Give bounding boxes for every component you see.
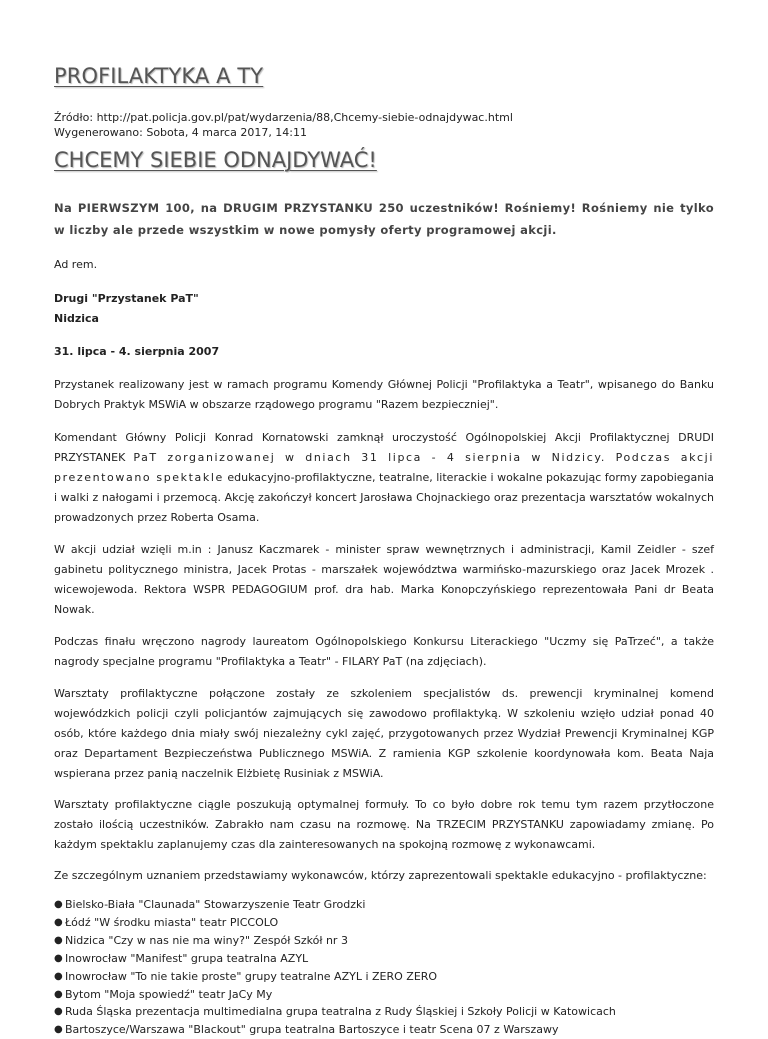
paragraph-guests: W akcji udział wzięli m.in : Janusz Kaczmarek - minister spraw wewnętrznych i administracji, Kamil Zeidler - szef gabinetu politycznego ministra, Jacek Protas - marszałek województwa warmińsko-mazurskiego oraz Jacek Mrozek . wicewojewoda. Rektora WSPR PEDAGOGIUM prof. dra hab. Marka Konopczyńskiego reprezentowała Pani dr Beata Nowak. xyxy=(54,543,714,616)
site-title: PROFILAKTYKA A TY xyxy=(54,64,264,88)
bullet-icon: ● xyxy=(54,970,63,982)
paragraph-program: Przystanek realizowany jest w ramach programu Komendy Głównej Policji "Profilaktyka a Teatr", wpisanego do Banku Dobrych Praktyk MSWiA w obszarze rządowego programu "Razem bezpieczniej". xyxy=(54,378,714,411)
article-title: CHCEMY SIEBIE ODNAJDYWAĆ! xyxy=(54,148,377,172)
list-item: ● Bielsko-Biała "Claunada" Stowarzyszenie Teatr Grodzki xyxy=(54,896,714,914)
performers-list xyxy=(54,896,714,1039)
bullet-icon: ● xyxy=(54,952,63,964)
list-item: ● Łódź "W środku miasta" teatr PICCOLO xyxy=(54,914,714,932)
bullet-icon: ● xyxy=(54,899,63,910)
list-item: ● Inowrocław "To nie takie proste" grupy teatralne AZYL i ZERO ZERO xyxy=(54,968,714,986)
list-item: ● Inowrocław "Manifest" grupa teatralna AZYL xyxy=(54,950,714,968)
event-dates: 31. lipca - 4. sierpnia 2007 xyxy=(54,345,220,358)
bullet-icon: ● xyxy=(54,1006,63,1018)
article-body xyxy=(54,197,714,1039)
paragraph-closing-ceremony xyxy=(54,428,714,528)
list-item: ● Bartoszyce/Warszawa "Blackout" grupa teatralna Bartoszyce i teatr Scena 07 z Warszawy xyxy=(54,1021,714,1039)
document-meta xyxy=(54,111,513,140)
paragraph-formula: Warsztaty profilaktyczne ciągle poszukują optymalnej formuły. To co było dobre rok temu tym razem przytłoczone zostało ilością uczestników. Zabrakło nam czasu na rozmowę. Na TRZECIM PRZYSTANKU zapowiadamy zmianę. Po każdym spektaklu zaplanujemy czas dla zainteresowanych na spokojną rozmowę z wykonawcami. xyxy=(54,798,714,851)
paragraph-performers-intro: Ze szczególnym uznaniem przedstawiamy wykonawców, którzy zaprezentowali spektakle edukacyjno - profilaktyczne: xyxy=(54,869,707,882)
bullet-icon: ● xyxy=(54,916,63,928)
closing-ceremony-line-2: PaT zorganizowanej w dniach 31 lipca - 4 sierpnia w Nidzicy. Podczas akcji prezentowano spektakle xyxy=(54,451,714,484)
intro-paragraph: Ad rem. xyxy=(54,258,98,271)
list-item: ● Bytom "Moja spowiedź" teatr JaCy My xyxy=(54,986,714,1004)
article-lead: Na PIERWSZYM 100, na DRUGIM PRZYSTANKU 250 uczestników! Rośniemy! Rośniemy nie tylko w liczby ale przede wszystkim w nowe pomysły oferty programowej akcji. xyxy=(54,201,714,237)
generated-date: Wygenerowano: Sobota, 4 marca 2017, 14:11 xyxy=(54,125,308,139)
bullet-icon: ● xyxy=(54,1024,63,1036)
bullet-icon: ● xyxy=(54,988,63,1000)
source-url: Źródło: http://pat.policja.gov.pl/pat/wydarzenia/88,Chcemy-siebie-odnajdywac.html xyxy=(54,111,513,124)
paragraph-awards: Podczas finału wręczono nagrody laureatom Ogólnopolskiego Konkursu Literackiego "Uczmy się PaTrzeć", a także nagrody specjalne programu "Profilaktyka a Teatr" - FILARY PaT (na zdjęciach). xyxy=(54,635,714,668)
event-place: Nidzica xyxy=(54,312,99,325)
closing-ceremony-line-3: edukacyjno-profilaktyczne, teatralne, literackie i wokalne pokazując formy zapobiegania i walki z nałogami i przemocą. Akcję zakończył koncert Jarosława Chojnackiego oraz prezentacja warsztatów wokalnych prowadzonych przez Roberta Osama. xyxy=(54,471,715,524)
bullet-icon: ● xyxy=(54,934,63,946)
paragraph-workshops: Warsztaty profilaktyczne połączone zostały ze szkoleniem specjalistów ds. prewencji kryminalnej komend wojewódzkich policji czyli policjantów zajmujących się zawodowo profilaktyką. W szkoleniu wzięło udział ponad 40 osób, które każdego dnia miały swój niezależny cykl zajęć, przygotowanych przez Wydział Prewencji Kryminalnej KGP oraz Departament Bezpieczeństwa Publicznego MSWiA. Z ramienia KGP szkolenie koordynowała kom. Beata Naja wspierana przez panią naczelnik Elżbietę Rusiniak z MSWiA. xyxy=(54,687,714,780)
event-name: Drugi "Przystanek PaT" xyxy=(54,292,199,305)
list-item: ● Ruda Śląska prezentacja multimedialna grupa teatralna z Rudy Śląskiej i Szkoły Policji w Katowicach xyxy=(54,1003,714,1021)
list-item: ● Nidzica "Czy w nas nie ma winy?" Zespół Szkół nr 3 xyxy=(54,932,714,950)
closing-ceremony-line-1: Komendant Główny Policji Konrad Kornatowski zamknął uroczystość Ogólnopolskiej Akcji Profilaktycznej DRUDI PRZYSTANEK xyxy=(54,431,714,464)
